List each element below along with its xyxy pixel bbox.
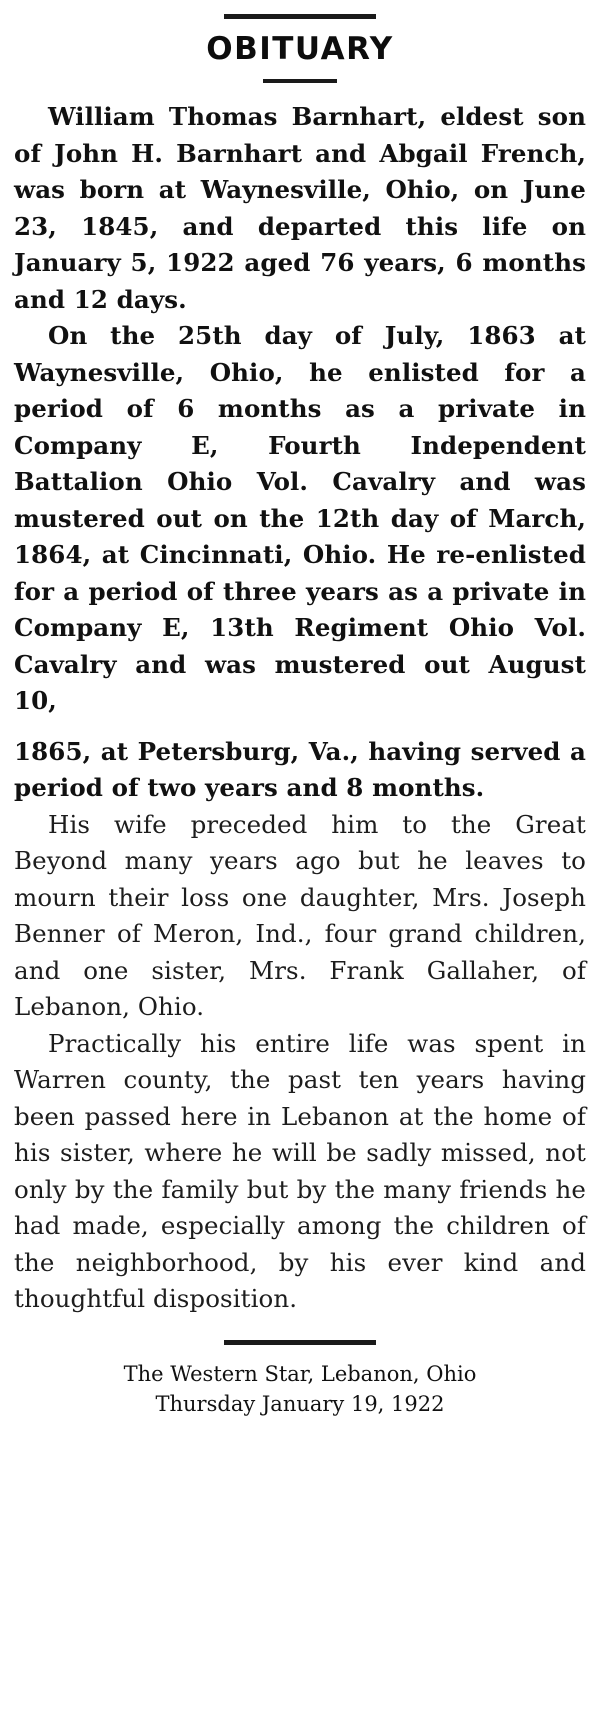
obituary-body (14, 99, 586, 1318)
paragraph-4: His wife preceded him to the Great Beyond many years ago but he leaves to mourn their loss one daughter, Mrs. Joseph Benner of Meron, Ind., four grand children, and one sister, Mrs. Frank Gallaher, of Lebanon, Ohio. (14, 809, 586, 1021)
source-publication: The Western Star, Lebanon, Ohio (123, 1361, 477, 1386)
bottom-divider (224, 1340, 376, 1345)
source-citation (14, 1359, 586, 1419)
source-date: Thursday January 19, 1922 (155, 1391, 445, 1416)
title-divider (263, 79, 337, 83)
top-divider (224, 14, 376, 19)
paragraph-2: On the 25th day of July, 1863 at Waynesville, Ohio, he enlisted for a period of 6 months as a private in Company E, Fourth Independent Battalion Ohio Vol. Cavalry and was mustered out on the 12th day of March, 1864, at Cincinnati, Ohio. He re-enlisted for a period of three years as a private in Company E, 13th Regiment Ohio Vol. Cavalry and was mustered out August 10, (14, 321, 586, 715)
obituary-page (0, 14, 600, 1722)
paragraph-1: William Thomas Barnhart, eldest son of John H. Barnhart and Abgail French, was born at Waynesville, Ohio, on June 23, 1845, and departed this life on January 5, 1922 aged 76 years, 6 months and 12 days. (14, 102, 586, 314)
paragraph-3: 1865, at Petersburg, Va., having served a period of two years and 8 months. (14, 736, 586, 802)
paragraph-spacer (14, 720, 586, 734)
page-title: OBITUARY (206, 31, 394, 67)
paragraph-5: Practically his entire life was spent in Warren county, the past ten years having been passed here in Lebanon at the home of his sister, where he will be sadly missed, not only by the family but by the many friends he had made, especially among the children of the neighborhood, by his ever kind and thoughtful disposition. (14, 1028, 586, 1313)
